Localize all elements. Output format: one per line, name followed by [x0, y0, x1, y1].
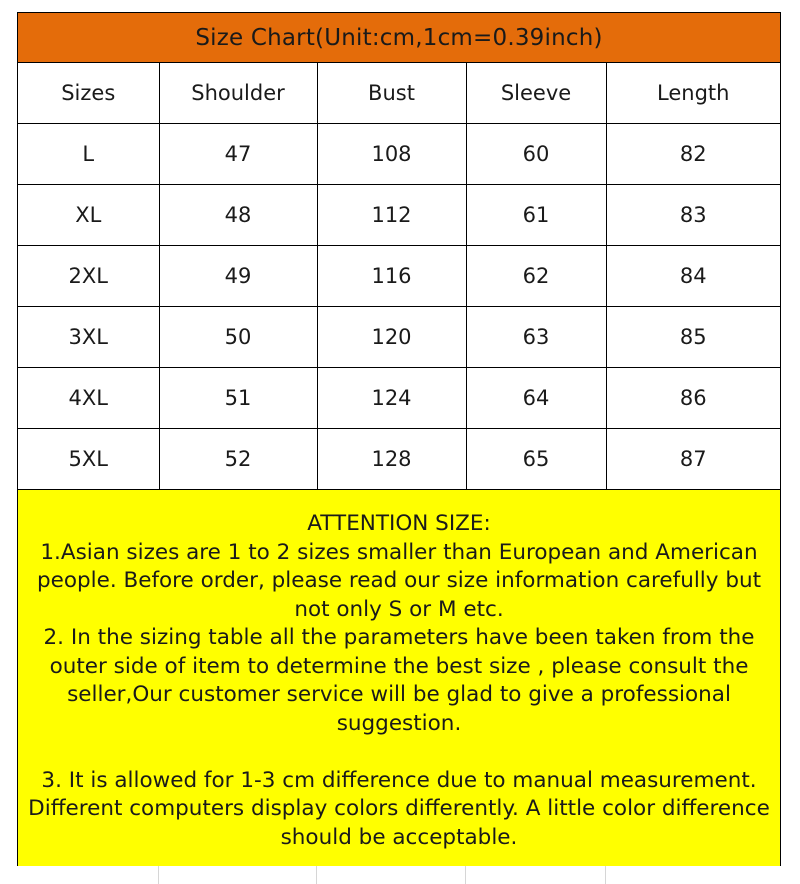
cell-bust: 124	[317, 368, 466, 429]
chart-title: Size Chart(Unit:cm,1cm=0.39inch)	[18, 13, 780, 63]
cell-size: L	[18, 124, 159, 185]
cell-bust: 112	[317, 185, 466, 246]
cell-bust: 116	[317, 246, 466, 307]
table-row	[18, 124, 780, 185]
table-row	[18, 429, 780, 490]
cell-shoulder: 48	[159, 185, 317, 246]
table-row	[18, 185, 780, 246]
attention-notice	[18, 490, 780, 866]
cell-length: 85	[606, 307, 780, 368]
table-row	[18, 307, 780, 368]
table-header-row	[18, 63, 780, 124]
guide-line	[316, 866, 317, 884]
cell-sleeve: 61	[466, 185, 606, 246]
header-bust: Bust	[317, 63, 466, 124]
cell-sleeve: 65	[466, 429, 606, 490]
paragraph-gap	[24, 738, 774, 767]
cell-size: 5XL	[18, 429, 159, 490]
cell-sleeve: 64	[466, 368, 606, 429]
cell-shoulder: 50	[159, 307, 317, 368]
cell-sleeve: 63	[466, 307, 606, 368]
size-table	[18, 63, 780, 490]
header-shoulder: Shoulder	[159, 63, 317, 124]
attention-note-2: 2. In the sizing table all the parameters have been taken from the outer side of item to determine the best size , please consult the seller,Our customer service will be glad to give a professional suggestion.	[43, 625, 755, 736]
attention-heading: ATTENTION SIZE:	[307, 511, 491, 536]
cell-shoulder: 49	[159, 246, 317, 307]
header-length: Length	[606, 63, 780, 124]
cell-size: 3XL	[18, 307, 159, 368]
cell-bust: 120	[317, 307, 466, 368]
cell-bust: 108	[317, 124, 466, 185]
cell-length: 83	[606, 185, 780, 246]
attention-note-3: 3. It is allowed for 1-3 cm difference due to manual measurement. Different computers display colors differently. A little color difference should be acceptable.	[28, 767, 770, 850]
cell-length: 82	[606, 124, 780, 185]
cell-size: 4XL	[18, 368, 159, 429]
cell-size: 2XL	[18, 246, 159, 307]
cell-length: 86	[606, 368, 780, 429]
table-row	[18, 246, 780, 307]
guide-line	[465, 866, 466, 884]
cell-length: 87	[606, 429, 780, 490]
header-sizes: Sizes	[18, 63, 159, 124]
cell-bust: 128	[317, 429, 466, 490]
cell-shoulder: 51	[159, 368, 317, 429]
size-chart	[17, 12, 781, 866]
guide-line	[158, 866, 159, 884]
cell-shoulder: 47	[159, 124, 317, 185]
cell-length: 84	[606, 246, 780, 307]
cell-size: XL	[18, 185, 159, 246]
attention-note-1: 1.Asian sizes are 1 to 2 sizes smaller than European and American people. Before order, please read our size information carefully but not only S or M etc.	[36, 539, 762, 622]
cell-shoulder: 52	[159, 429, 317, 490]
header-sleeve: Sleeve	[466, 63, 606, 124]
table-row	[18, 368, 780, 429]
cell-sleeve: 62	[466, 246, 606, 307]
cell-sleeve: 60	[466, 124, 606, 185]
guide-line	[605, 866, 606, 884]
